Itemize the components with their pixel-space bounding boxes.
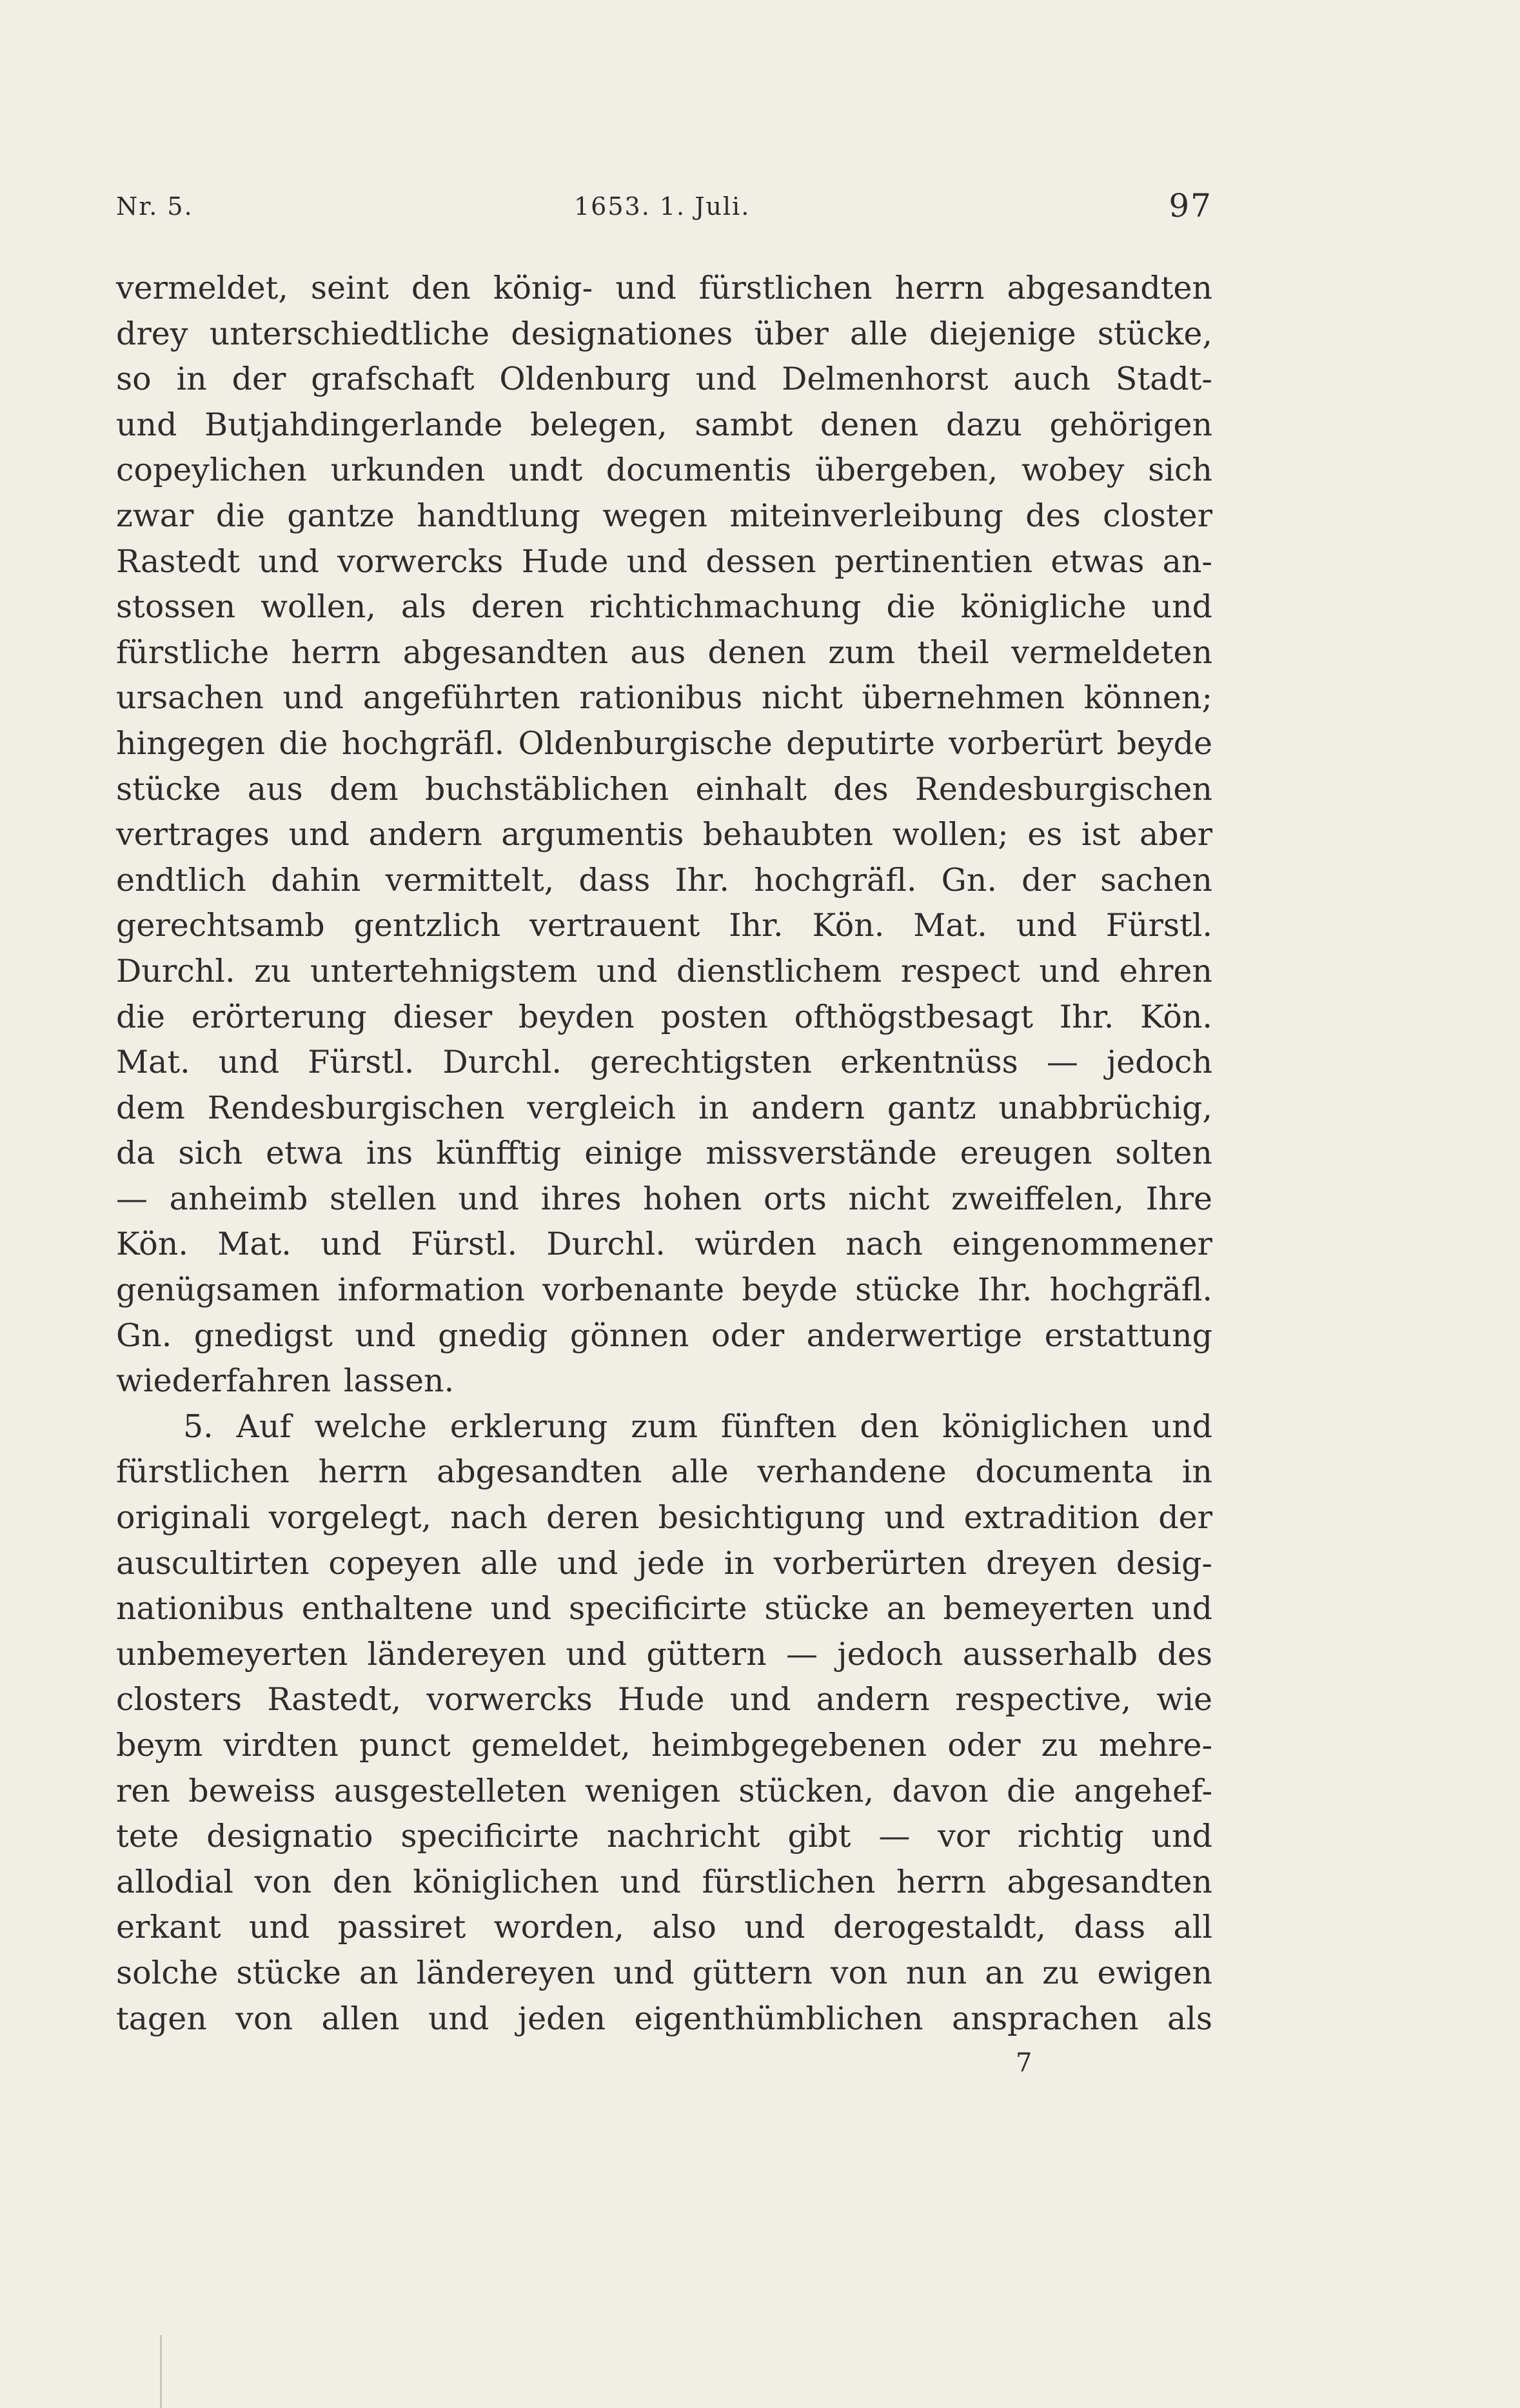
text-line: originali vorgelegt, nach deren besichtigung und extradition der bbox=[116, 1499, 1212, 1537]
text-line: da sich etwa ins künfftig einige missverstände ereugen solten bbox=[116, 1135, 1212, 1172]
text-line: Gn. gnedigst und gnedig gönnen oder anderwertige erstattung bbox=[116, 1317, 1212, 1354]
text-line: tagen von allen und jeden eigenthümblichen ansprachen als bbox=[116, 2000, 1212, 2037]
text-line: vermeldet, seint den könig- und fürstlichen herrn abgesandten bbox=[116, 270, 1212, 306]
text-line: genügsamen information vorbenante beyde stücke Ihr. hochgräfl. bbox=[116, 1271, 1212, 1309]
text-line: ren beweiss ausgestelleten wenigen stücken, davon die angehef- bbox=[116, 1772, 1212, 1809]
text-line: so in der grafschaft Oldenburg und Delmenhorst auch Stadt- bbox=[116, 361, 1212, 398]
text-line: stücke aus dem buchstäblichen einhalt des Rendesburgischen bbox=[116, 770, 1212, 808]
text-line: erkant und passiret worden, also und derogestaldt, dass all bbox=[116, 1909, 1212, 1946]
text-line: Kön. Mat. und Fürstl. Durchl. würden nach eingenommener bbox=[116, 1226, 1212, 1263]
document-number: Nr. 5. bbox=[116, 192, 193, 221]
body-text bbox=[116, 266, 1212, 2042]
text-line: die erörterung dieser beyden posten ofthögstbesagt Ihr. Kön. bbox=[116, 998, 1212, 1035]
text-line: vertrages und andern argumentis behaubten wollen; es ist aber bbox=[116, 816, 1212, 853]
text-line: gerechtsamb gentzlich vertrauent Ihr. Kön. Mat. und Fürstl. bbox=[116, 907, 1212, 944]
text-line: wiederfahren lassen. bbox=[116, 1362, 455, 1400]
text-line: closters Rastedt, vorwercks Hude und andern respective, wie bbox=[116, 1681, 1212, 1718]
text-line: — anheimb stellen und ihres hohen orts nicht zweiffelen, Ihre bbox=[116, 1180, 1212, 1217]
text-line: 5. Auf welche erklerung zum fünften den königlichen und bbox=[183, 1408, 1212, 1445]
text-line: Durchl. zu untertehnigstem und dienstlichem respect und ehren bbox=[116, 952, 1212, 990]
text-line: auscultirten copeyen alle und jede in vorberürten dreyen desig- bbox=[116, 1544, 1212, 1582]
paragraph bbox=[116, 266, 1212, 1404]
page-number: 97 bbox=[1169, 187, 1212, 224]
text-line: allodial von den königlichen und fürstlichen herrn abgesandten bbox=[116, 1863, 1212, 1900]
text-line: fürstliche herrn abgesandten aus denen zum theil vermeldeten bbox=[116, 633, 1212, 671]
text-line: und Butjahdingerlande belegen, sambt denen dazu gehörigen bbox=[116, 406, 1212, 443]
text-line: ursachen und angeführten rationibus nicht übernehmen können; bbox=[116, 679, 1212, 717]
text-line: stossen wollen, als deren richtichmachung die königliche und bbox=[116, 588, 1212, 626]
text-line: dem Rendesburgischen vergleich in andern gantz unabbrüchig, bbox=[116, 1089, 1212, 1126]
text-line: fürstlichen herrn abgesandten alle verhandene documenta in bbox=[116, 1453, 1212, 1491]
text-line: endtlich dahin vermittelt, dass Ihr. hochgräfl. Gn. der sachen bbox=[116, 861, 1212, 899]
text-line: Mat. und Fürstl. Durchl. gerechtigsten erkentnüss — jedoch bbox=[116, 1044, 1212, 1081]
text-line: drey unterschiedtliche designationes über alle diejenige stücke, bbox=[116, 315, 1212, 352]
text-line: Rastedt und vorwercks Hude und dessen pertinentien etwas an- bbox=[116, 542, 1212, 580]
text-line: hingegen die hochgräfl. Oldenburgische deputirte vorberürt beyde bbox=[116, 724, 1212, 762]
margin-rule bbox=[160, 2335, 162, 2408]
text-line: tete designatio specificirte nachricht gibt — vor richtig und bbox=[116, 1818, 1212, 1855]
text-line: zwar die gantze handtlung wegen miteinverleibung des closter bbox=[116, 497, 1212, 534]
signature-mark: 7 bbox=[1016, 2048, 1032, 2078]
text-line: copeylichen urkunden undt documentis übergeben, wobey sich bbox=[116, 452, 1212, 489]
text-line: solche stücke an ländereyen und güttern von nun an zu ewigen bbox=[116, 1954, 1212, 1991]
text-line: nationibus enthaltene und specificirte stücke an bemeyerten und bbox=[116, 1590, 1212, 1627]
running-header bbox=[116, 187, 1212, 226]
document-date: 1653. 1. Juli. bbox=[574, 192, 751, 221]
text-line: unbemeyerten ländereyen und güttern — jedoch ausserhalb des bbox=[116, 1635, 1212, 1673]
paragraph bbox=[116, 1404, 1212, 2042]
text-line: beym virdten punct gemeldet, heimbgegebenen oder zu mehre- bbox=[116, 1727, 1212, 1764]
